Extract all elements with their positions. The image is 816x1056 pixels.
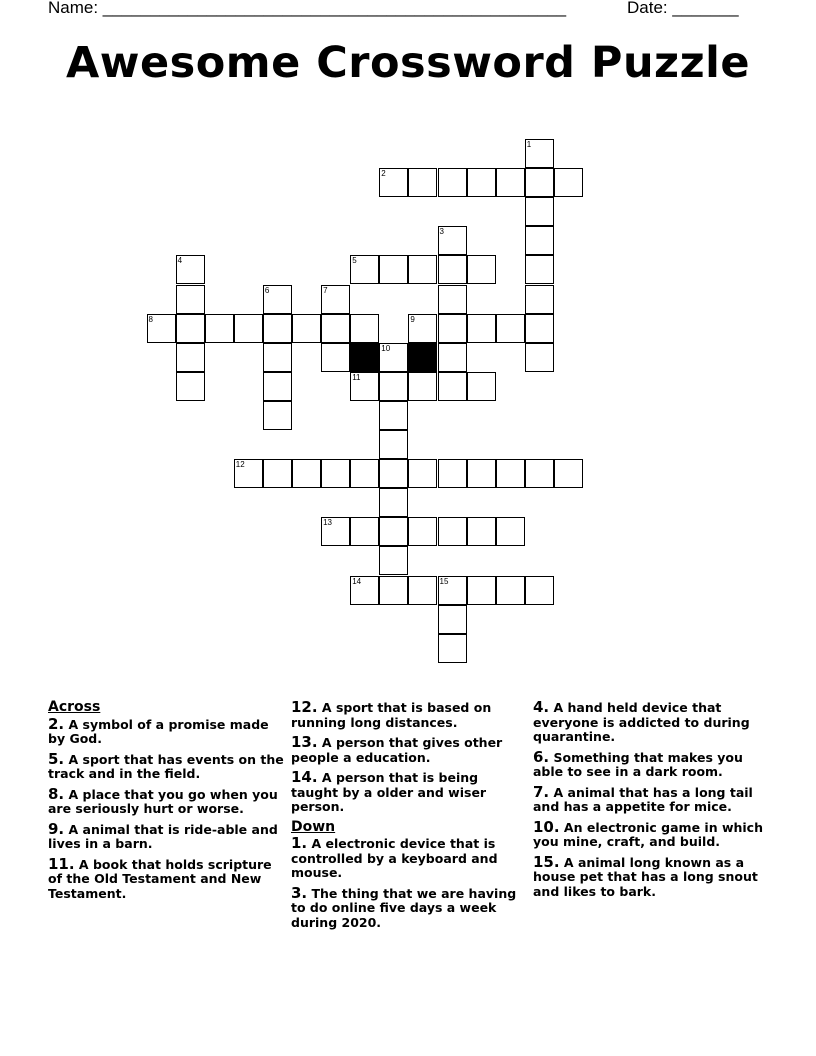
crossword-cell[interactable] (379, 168, 408, 197)
crossword-cell[interactable] (176, 285, 205, 314)
clue-text: A sport that is based on running long distances. (291, 700, 492, 730)
clue-number: 2. (48, 714, 65, 733)
clue-number: 6. (533, 747, 550, 766)
crossword-cell[interactable] (438, 285, 467, 314)
name-field-label: Name: _________________________________________________ (48, 0, 567, 17)
crossword-cell[interactable] (350, 459, 379, 488)
crossword-cell[interactable] (379, 401, 408, 430)
clues-column-2 (291, 700, 527, 935)
crossword-cell[interactable] (438, 255, 467, 284)
clue-text: A animal long known as a house pet that has a long snout and likes to bark. (533, 854, 758, 899)
clue-number: 1. (291, 834, 308, 852)
down-clues-list-2 (533, 700, 769, 899)
crossword-cell[interactable] (176, 372, 205, 401)
crossword-cell[interactable] (292, 314, 321, 343)
clue-item (291, 836, 527, 881)
crossword-cell[interactable] (525, 255, 554, 284)
crossword-cell[interactable] (321, 459, 350, 488)
clue-text: A animal that is ride-able and lives in a barn. (48, 821, 278, 851)
clue-number: 10. (533, 817, 560, 836)
clue-item (291, 770, 527, 815)
crossword-cell[interactable] (147, 314, 176, 343)
clue-item (48, 749, 284, 782)
clue-text: Something that makes you able to see in a dark room. (533, 749, 743, 779)
clue-text: A person that is being taught by a older and wiser person. (291, 770, 487, 814)
crossword-cell[interactable] (554, 168, 583, 197)
crossword-cell[interactable] (467, 576, 496, 605)
black-square (350, 343, 379, 372)
crossword-cell[interactable] (263, 372, 292, 401)
crossword-cell[interactable] (350, 372, 379, 401)
crossword-cell[interactable] (467, 314, 496, 343)
crossword-cell[interactable] (379, 372, 408, 401)
clue-number: 5. (48, 749, 65, 768)
clue-number: 12. (291, 698, 318, 716)
crossword-cell[interactable] (234, 459, 263, 488)
clue-number-label: 13 (323, 518, 332, 528)
crossword-cell[interactable] (467, 459, 496, 488)
crossword-cell[interactable] (321, 517, 350, 546)
clue-number-label: 6 (264, 285, 270, 295)
crossword-cell[interactable] (408, 517, 437, 546)
clue-number-label: 4 (177, 256, 183, 266)
across-clues-list-2 (291, 700, 527, 815)
crossword-cell[interactable] (496, 168, 525, 197)
crossword-cell[interactable] (379, 488, 408, 517)
clue-text: A hand held device that everyone is addicted to during quarantine. (533, 700, 750, 744)
crossword-cell[interactable] (263, 314, 292, 343)
crossword-cell[interactable] (176, 343, 205, 372)
clue-number-label: 15 (439, 576, 449, 586)
crossword-cell[interactable] (496, 459, 525, 488)
crossword-cell[interactable] (554, 459, 583, 488)
clue-item (48, 819, 284, 852)
clue-text: A place that you go when you are seriously hurt or worse. (48, 786, 278, 816)
clue-number-label: 12 (235, 460, 245, 470)
clue-number-label: 14 (352, 576, 362, 586)
clue-number-label: 9 (410, 314, 415, 324)
crossword-cell[interactable] (379, 459, 408, 488)
crossword-cell[interactable] (408, 372, 437, 401)
crossword-cell[interactable] (321, 314, 350, 343)
crossword-cell[interactable] (350, 517, 379, 546)
crossword-cell[interactable] (467, 255, 496, 284)
crossword-cell[interactable] (496, 517, 525, 546)
clue-text: A animal that has a long tail and has a appetite for mice. (533, 784, 753, 814)
clue-item (48, 784, 284, 817)
crossword-cell[interactable] (176, 255, 205, 284)
black-square (408, 343, 437, 372)
clue-item (48, 854, 284, 902)
crossword-cell[interactable] (379, 546, 408, 575)
clue-number-label: 2 (381, 169, 386, 179)
crossword-cell[interactable] (438, 517, 467, 546)
crossword-cell[interactable] (263, 285, 292, 314)
clue-text: A symbol of a promise made by God. (48, 716, 269, 746)
crossword-cell[interactable] (525, 285, 554, 314)
crossword-cell[interactable] (438, 168, 467, 197)
crossword-cell[interactable] (525, 168, 554, 197)
clue-number-label: 10 (381, 343, 391, 353)
crossword-cell[interactable] (438, 576, 467, 605)
clue-number: 7. (533, 782, 550, 801)
clue-text: A book that holds scripture of the Old Testament and New Testament. (48, 856, 272, 901)
crossword-cell[interactable] (408, 168, 437, 197)
crossword-cell[interactable] (408, 459, 437, 488)
clue-number: 9. (48, 819, 65, 838)
crossword-cell[interactable] (408, 576, 437, 605)
clue-item (291, 735, 527, 765)
crossword-cell[interactable] (379, 430, 408, 459)
crossword-cell[interactable] (525, 314, 554, 343)
crossword-cell[interactable] (263, 343, 292, 372)
clues-column-1 (48, 700, 284, 906)
clue-number: 15. (533, 852, 560, 871)
clue-number: 13. (291, 733, 318, 751)
crossword-cell[interactable] (467, 168, 496, 197)
clue-number: 3. (291, 883, 308, 902)
crossword-cell[interactable] (496, 314, 525, 343)
clue-item (533, 852, 769, 900)
crossword-cell[interactable] (525, 139, 554, 168)
across-clues-list-1 (48, 714, 284, 902)
clue-number-label: 1 (526, 140, 532, 149)
clue-text: A sport that has events on the track and in the field. (48, 751, 284, 781)
crossword-cell[interactable] (379, 576, 408, 605)
clue-number-label: 7 (323, 285, 328, 295)
clue-number-label: 5 (352, 256, 357, 266)
crossword-cell[interactable] (438, 343, 467, 372)
page-title: Awesome Crossword Puzzle (65, 38, 751, 88)
crossword-cell[interactable] (263, 459, 292, 488)
crossword-cell[interactable] (525, 576, 554, 605)
crossword-cell[interactable] (438, 226, 467, 255)
crossword-cell[interactable] (263, 401, 292, 430)
crossword-cell[interactable] (292, 459, 321, 488)
clues-column-3 (533, 700, 769, 904)
clue-item (533, 817, 769, 850)
clue-number: 8. (48, 784, 65, 803)
crossword-cell[interactable] (379, 517, 408, 546)
crossword-cell[interactable] (438, 459, 467, 488)
clue-item (291, 700, 527, 730)
clue-number-label: 8 (148, 314, 153, 324)
clue-number: 11. (48, 854, 75, 873)
crossword-cell[interactable] (379, 255, 408, 284)
crossword-cell[interactable] (350, 314, 379, 343)
crossword-cell[interactable] (438, 605, 467, 634)
clue-item (48, 714, 284, 747)
clue-number-label: 3 (439, 227, 444, 237)
crossword-cell[interactable] (408, 314, 437, 343)
crossword-cell[interactable] (496, 576, 525, 605)
clue-item (533, 747, 769, 780)
crossword-cell[interactable] (321, 343, 350, 372)
crossword-cell[interactable] (321, 285, 350, 314)
crossword-cell[interactable] (438, 372, 467, 401)
crossword-cell[interactable] (525, 459, 554, 488)
crossword-cell[interactable] (205, 314, 234, 343)
crossword-cell[interactable] (379, 343, 408, 372)
clue-text: An electronic game in which you mine, craft, and build. (533, 819, 763, 849)
down-heading: Down (291, 818, 336, 835)
clue-number: 4. (533, 698, 550, 716)
clue-text: The thing that we are having to do online five days a week during 2020. (291, 885, 517, 930)
crossword-cell[interactable] (176, 314, 205, 343)
crossword-cell[interactable] (467, 372, 496, 401)
crossword-cell[interactable] (525, 197, 554, 226)
crossword-cell[interactable] (467, 517, 496, 546)
crossword-cell[interactable] (525, 226, 554, 255)
crossword-cell[interactable] (350, 255, 379, 284)
crossword-cell[interactable] (438, 634, 467, 663)
clue-item (291, 883, 527, 931)
down-clues-list-1 (291, 836, 527, 930)
clue-item (533, 700, 769, 745)
clue-number-label: 11 (352, 372, 361, 382)
clue-number: 14. (291, 768, 318, 786)
crossword-cell[interactable] (438, 314, 467, 343)
crossword-cell[interactable] (234, 314, 263, 343)
clue-text: A electronic device that is controlled by a keyboard and mouse. (291, 836, 498, 880)
clue-text: A person that gives other people a education. (291, 735, 503, 765)
crossword-cell[interactable] (350, 576, 379, 605)
crossword-cell[interactable] (525, 343, 554, 372)
date-field-label: Date: _______ (627, 0, 739, 17)
clue-item (533, 782, 769, 815)
across-heading: Across (48, 699, 101, 715)
crossword-cell[interactable] (408, 255, 437, 284)
